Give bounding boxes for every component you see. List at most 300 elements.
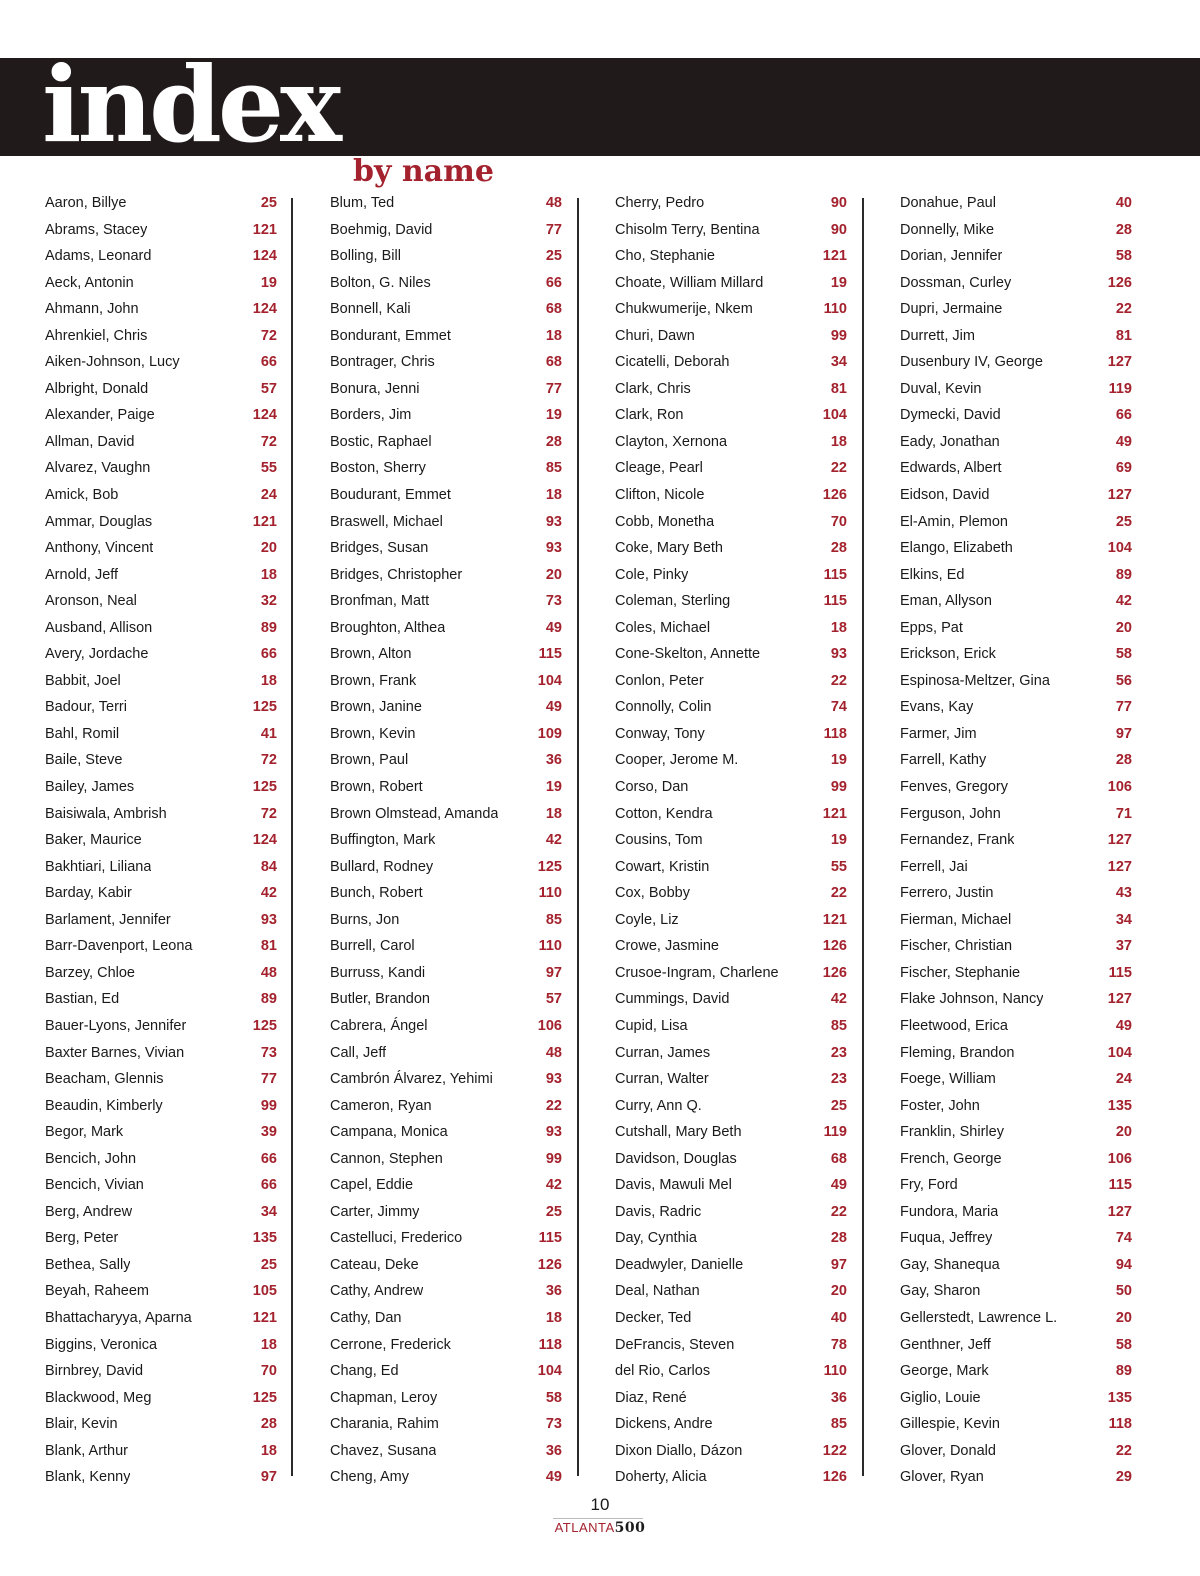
index-entry: [900, 1146, 1132, 1173]
entry-page: 66: [545, 274, 562, 291]
index-entry: [45, 827, 277, 854]
index-entry: [900, 668, 1132, 695]
entry-name: Bhattacharyya, Aparna: [45, 1309, 192, 1326]
entry-name: Capel, Eddie: [330, 1177, 414, 1194]
entry-page: 32: [260, 593, 277, 610]
index-entry: [45, 376, 277, 403]
index-entry: [330, 1411, 562, 1438]
entry-name: Glover, Ryan: [900, 1469, 984, 1486]
entry-name: Bondurant, Emmet: [330, 327, 451, 344]
entry-page: 22: [830, 672, 847, 689]
entry-page: 42: [1115, 593, 1132, 610]
entry-name: Churi, Dawn: [615, 327, 695, 344]
entry-name: Bolton, G. Niles: [330, 274, 431, 291]
index-entry: [615, 1385, 847, 1412]
entry-page: 74: [830, 699, 847, 716]
entry-page: 115: [1108, 964, 1132, 981]
entry-name: Call, Jeff: [330, 1044, 387, 1061]
entry-page: 19: [545, 779, 562, 796]
entry-page: 126: [822, 964, 847, 981]
entry-name: Campana, Monica: [330, 1124, 448, 1141]
index-entry: [615, 190, 847, 217]
index-entry: [330, 1172, 562, 1199]
entry-name: Bencich, Vivian: [45, 1177, 144, 1194]
entry-name: Cotton, Kendra: [615, 805, 713, 822]
entry-page: 110: [823, 1363, 847, 1380]
entry-name: Borders, Jim: [330, 407, 412, 424]
entry-page: 85: [830, 1416, 847, 1433]
index-entry: [330, 217, 562, 244]
entry-name: Fischer, Stephanie: [900, 964, 1021, 981]
entry-name: Bonura, Jenni: [330, 380, 420, 397]
entry-page: 28: [830, 1230, 847, 1247]
index-entry: [45, 668, 277, 695]
index-entry: [900, 774, 1132, 801]
index-entry: [330, 801, 562, 828]
index-entry: [900, 562, 1132, 589]
entry-page: 90: [830, 221, 847, 238]
index-entry: [330, 694, 562, 721]
entry-name: Bencich, John: [45, 1150, 137, 1167]
entry-name: Elkins, Ed: [900, 566, 965, 583]
index-entry: [45, 933, 277, 960]
entry-page: 115: [1108, 1177, 1132, 1194]
entry-page: 127: [1107, 991, 1132, 1008]
index-entry: [900, 1066, 1132, 1093]
entry-page: 18: [545, 487, 562, 504]
index-entry: [330, 349, 562, 376]
index-entry: [615, 854, 847, 881]
entry-page: 106: [537, 1017, 562, 1034]
index-entry: [900, 854, 1132, 881]
entry-name: Deal, Nathan: [615, 1283, 700, 1300]
entry-name: Burns, Jon: [330, 911, 400, 928]
index-entry: [45, 907, 277, 934]
entry-page: 73: [260, 1044, 277, 1061]
index-entry: [330, 774, 562, 801]
entry-page: 97: [260, 1469, 277, 1486]
index-entry: [45, 960, 277, 987]
publication-brand: [0, 1520, 1200, 1536]
entry-page: 55: [830, 858, 847, 875]
entry-page: 34: [830, 354, 847, 371]
entry-name: Aronson, Neal: [45, 593, 137, 610]
index-entry: [330, 1199, 562, 1226]
entry-page: 58: [1115, 248, 1132, 265]
entry-page: 25: [260, 1256, 277, 1273]
index-entry: [330, 747, 562, 774]
entry-name: Genthner, Jeff: [900, 1336, 991, 1353]
entry-page: 25: [260, 195, 277, 211]
index-entry: [45, 1438, 277, 1465]
index-entry: [900, 1278, 1132, 1305]
index-entry: [330, 1332, 562, 1359]
entry-name: Ammar, Douglas: [45, 513, 153, 530]
entry-name: Ahmann, John: [45, 301, 139, 318]
index-entry: [615, 323, 847, 350]
entry-name: Elango, Elizabeth: [900, 540, 1013, 557]
entry-name: Ausband, Allison: [45, 619, 153, 636]
entry-page: 18: [260, 566, 277, 583]
entry-page: 28: [1115, 752, 1132, 769]
entry-page: 119: [1108, 380, 1132, 397]
index-entry: [615, 721, 847, 748]
entry-page: 110: [538, 938, 562, 955]
index-entry: [45, 323, 277, 350]
entry-name: Dossman, Curley: [900, 274, 1012, 291]
entry-name: Davis, Mawuli Mel: [615, 1177, 732, 1194]
entry-name: Connolly, Colin: [615, 699, 712, 716]
entry-name: Cutshall, Mary Beth: [615, 1124, 742, 1141]
entry-page: 23: [830, 1044, 847, 1061]
entry-page: 42: [260, 885, 277, 902]
entry-name: Alexander, Paige: [45, 407, 155, 424]
index-entry: [45, 1305, 277, 1332]
index-entry: [330, 854, 562, 881]
entry-name: Curran, James: [615, 1044, 711, 1061]
entry-page: 73: [545, 1416, 562, 1433]
entry-page: 49: [1115, 433, 1132, 450]
index-entry: [900, 588, 1132, 615]
entry-page: 77: [545, 380, 562, 397]
index-entry: [45, 1332, 277, 1359]
entry-page: 89: [260, 991, 277, 1008]
entry-name: Fundora, Maria: [900, 1203, 999, 1220]
index-entry: [330, 509, 562, 536]
index-entry: [900, 243, 1132, 270]
entry-name: Clark, Chris: [615, 380, 691, 397]
entry-page: 28: [830, 540, 847, 557]
index-entry: [45, 190, 277, 217]
index-entry: [900, 455, 1132, 482]
entry-page: 18: [545, 805, 562, 822]
index-entry: [615, 1225, 847, 1252]
entry-name: Cone-Skelton, Annette: [615, 646, 761, 663]
entry-page: 19: [260, 274, 277, 291]
index-entry: [900, 1040, 1132, 1067]
entry-name: Eidson, David: [900, 487, 990, 504]
entry-page: 121: [252, 513, 277, 530]
index-entry: [615, 1199, 847, 1226]
index-entry: [615, 1332, 847, 1359]
entry-page: 118: [1108, 1416, 1132, 1433]
entry-name: Cowart, Kristin: [615, 858, 710, 875]
entry-page: 125: [537, 858, 562, 875]
index-entry: [615, 588, 847, 615]
entry-page: 20: [1115, 1309, 1132, 1326]
index-entry: [330, 1066, 562, 1093]
index-entry: [45, 747, 277, 774]
index-entry: [615, 694, 847, 721]
index-entry: [615, 1464, 847, 1491]
index-entry: [615, 774, 847, 801]
entry-name: Baile, Steve: [45, 752, 123, 769]
entry-name: Gillespie, Kevin: [900, 1416, 1000, 1433]
entry-name: Cobb, Monetha: [615, 513, 715, 530]
entry-page: 125: [252, 1017, 277, 1034]
entry-page: 39: [260, 1124, 277, 1141]
entry-name: Gay, Sharon: [900, 1283, 981, 1300]
masthead-band: [0, 43, 1200, 189]
entry-name: Durrett, Jim: [900, 327, 975, 344]
index-entry: [330, 1146, 562, 1173]
entry-page: 22: [1115, 301, 1132, 318]
entry-name: Burrell, Carol: [330, 938, 415, 955]
entry-page: 36: [545, 1442, 562, 1459]
index-entry: [45, 1013, 277, 1040]
index-entry: [900, 721, 1132, 748]
entry-name: Conlon, Peter: [615, 672, 704, 689]
index-entry: [900, 402, 1132, 429]
index-entry: [900, 615, 1132, 642]
entry-page: 69: [1115, 460, 1132, 477]
index-entry: [900, 1225, 1132, 1252]
entry-name: Arnold, Jeff: [45, 566, 119, 583]
entry-name: Deadwyler, Danielle: [615, 1256, 744, 1273]
entry-page: 104: [537, 672, 562, 689]
entry-name: Fierman, Michael: [900, 911, 1012, 928]
entry-name: Cambrón Álvarez, Yehimi: [330, 1071, 493, 1088]
entry-name: Epps, Pat: [900, 619, 963, 636]
entry-name: Eady, Jonathan: [900, 433, 1000, 450]
index-entry: [330, 1013, 562, 1040]
entry-page: 18: [545, 327, 562, 344]
entry-name: Blackwood, Meg: [45, 1389, 152, 1406]
index-entry: [615, 1411, 847, 1438]
index-entry: [900, 1332, 1132, 1359]
index-entry: [615, 801, 847, 828]
entry-page: 119: [823, 1124, 847, 1141]
entry-page: 71: [1115, 805, 1132, 822]
entry-name: Cleage, Pearl: [615, 460, 703, 477]
index-entry: [615, 1093, 847, 1120]
index-entry: [45, 1385, 277, 1412]
entry-page: 135: [1107, 1389, 1132, 1406]
entry-name: Bastian, Ed: [45, 991, 120, 1008]
index-entry: [330, 376, 562, 403]
index-column-1: [45, 190, 277, 1491]
entry-page: 58: [1115, 1336, 1132, 1353]
entry-name: Beacham, Glennis: [45, 1071, 164, 1088]
entry-page: 77: [260, 1071, 277, 1088]
entry-name: Espinosa-Meltzer, Gina: [900, 672, 1050, 689]
index-entry: [45, 1146, 277, 1173]
index-entry: [330, 455, 562, 482]
entry-name: Buffington, Mark: [330, 832, 436, 849]
entry-page: 19: [830, 832, 847, 849]
entry-name: Chapman, Leroy: [330, 1389, 438, 1406]
entry-page: 115: [538, 1230, 562, 1247]
index-entry: [900, 296, 1132, 323]
entry-page: 49: [830, 1177, 847, 1194]
entry-name: Boudurant, Emmet: [330, 487, 451, 504]
entry-name: Foster, John: [900, 1097, 980, 1114]
entry-page: 23: [830, 1071, 847, 1088]
entry-name: Babbit, Joel: [45, 672, 121, 689]
entry-page: 124: [252, 832, 277, 849]
column-divider: [291, 198, 293, 1476]
entry-name: Dorian, Jennifer: [900, 248, 1003, 265]
index-entry: [900, 1199, 1132, 1226]
entry-page: 29: [1115, 1469, 1132, 1486]
entry-name: Brown, Frank: [330, 672, 417, 689]
index-entry: [330, 190, 562, 217]
entry-page: 121: [822, 248, 847, 265]
index-entry: [615, 615, 847, 642]
entry-page: 99: [830, 327, 847, 344]
entry-page: 49: [545, 1469, 562, 1486]
entry-name: Eman, Allyson: [900, 593, 992, 610]
entry-page: 50: [1115, 1283, 1132, 1300]
entry-page: 70: [260, 1363, 277, 1380]
entry-page: 85: [545, 460, 562, 477]
index-entry: [615, 217, 847, 244]
index-entry: [615, 1146, 847, 1173]
entry-name: Donahue, Paul: [900, 195, 996, 211]
index-entry: [45, 296, 277, 323]
entry-page: 77: [1115, 699, 1132, 716]
index-column-3: [615, 190, 847, 1491]
entry-name: Coleman, Sterling: [615, 593, 731, 610]
index-entry: [330, 1464, 562, 1491]
entry-page: 72: [260, 433, 277, 450]
entry-page: 115: [823, 566, 847, 583]
entry-name: Baisiwala, Ambrish: [45, 805, 167, 822]
entry-name: Cameron, Ryan: [330, 1097, 432, 1114]
entry-page: 36: [545, 752, 562, 769]
entry-page: 93: [260, 911, 277, 928]
entry-page: 126: [822, 938, 847, 955]
entry-name: Bethea, Sally: [45, 1256, 131, 1273]
entry-name: Chukwumerije, Nkem: [615, 301, 753, 318]
index-entry: [45, 854, 277, 881]
index-entry: [330, 1305, 562, 1332]
entry-name: Barday, Kabir: [45, 885, 132, 902]
entry-page: 25: [545, 1203, 562, 1220]
entry-name: Bostic, Raphael: [330, 433, 432, 450]
entry-page: 20: [1115, 1124, 1132, 1141]
index-entry: [615, 986, 847, 1013]
index-entry: [900, 270, 1132, 297]
entry-name: Coyle, Liz: [615, 911, 679, 928]
entry-name: Bonnell, Kali: [330, 301, 411, 318]
entry-name: Adams, Leonard: [45, 248, 152, 265]
index-entry: [45, 243, 277, 270]
entry-page: 121: [822, 805, 847, 822]
index-entry: [615, 1066, 847, 1093]
entry-page: 72: [260, 327, 277, 344]
entry-name: Ahrenkiel, Chris: [45, 327, 148, 344]
entry-name: Blair, Kevin: [45, 1416, 118, 1433]
entry-name: El-Amin, Plemon: [900, 513, 1008, 530]
entry-page: 110: [538, 885, 562, 902]
index-entry: [330, 933, 562, 960]
index-entry: [615, 1278, 847, 1305]
index-entry: [615, 402, 847, 429]
entry-page: 18: [260, 1336, 277, 1353]
entry-name: Baxter Barnes, Vivian: [45, 1044, 185, 1061]
index-entry: [615, 641, 847, 668]
entry-name: Amick, Bob: [45, 487, 119, 504]
index-entry: [330, 296, 562, 323]
index-entry: [330, 402, 562, 429]
column-divider: [577, 198, 579, 1476]
index-entry: [900, 1172, 1132, 1199]
entry-page: 125: [252, 779, 277, 796]
index-entry: [45, 562, 277, 589]
index-column-4: [900, 190, 1132, 1491]
entry-page: 97: [830, 1256, 847, 1273]
index-entry: [45, 801, 277, 828]
index-entry: [615, 747, 847, 774]
index-entry: [330, 243, 562, 270]
entry-page: 121: [252, 221, 277, 238]
index-entry: [330, 562, 562, 589]
entry-page: 124: [252, 248, 277, 265]
index-entry: [900, 323, 1132, 350]
entry-name: Cathy, Dan: [330, 1309, 402, 1326]
entry-name: French, George: [900, 1150, 1002, 1167]
index-entry: [45, 1119, 277, 1146]
index-entry: [45, 429, 277, 456]
index-entry: [330, 482, 562, 509]
index-entry: [45, 1411, 277, 1438]
entry-name: Abrams, Stacey: [45, 221, 148, 238]
brand-text: ATLANTA: [554, 1520, 615, 1535]
entry-page: 37: [1115, 938, 1132, 955]
index-entry: [45, 509, 277, 536]
index-entry: [330, 880, 562, 907]
entry-name: Cooper, Jerome M.: [615, 752, 739, 769]
index-entry: [900, 960, 1132, 987]
entry-page: 121: [252, 1309, 277, 1326]
entry-page: 115: [538, 646, 562, 663]
index-entry: [900, 827, 1132, 854]
index-entry: [900, 1305, 1132, 1332]
entry-page: 58: [1115, 646, 1132, 663]
entry-page: 18: [830, 619, 847, 636]
index-entry: [45, 721, 277, 748]
index-entry: [330, 668, 562, 695]
index-entry: [900, 1385, 1132, 1412]
entry-name: Brown, Paul: [330, 752, 409, 769]
entry-page: 25: [1115, 513, 1132, 530]
index-entry: [330, 1093, 562, 1120]
index-entry: [615, 376, 847, 403]
entry-page: 93: [545, 513, 562, 530]
entry-name: Dixon Diallo, Dázon: [615, 1442, 743, 1459]
entry-page: 118: [823, 725, 847, 742]
entry-name: Chang, Ed: [330, 1363, 399, 1380]
index-entry: [45, 535, 277, 562]
entry-page: 68: [830, 1150, 847, 1167]
entry-page: 41: [260, 725, 277, 742]
entry-name: Gellerstedt, Lawrence L.: [900, 1309, 1058, 1326]
entry-name: Boehmig, David: [330, 221, 433, 238]
entry-name: Alvarez, Vaughn: [45, 460, 151, 477]
index-entry: [900, 190, 1132, 217]
index-entry: [45, 1358, 277, 1385]
index-entry: [615, 1119, 847, 1146]
brand-number: 500: [614, 1520, 646, 1536]
index-entry: [615, 668, 847, 695]
entry-name: Avery, Jordache: [45, 646, 149, 663]
index-entry: [900, 429, 1132, 456]
entry-name: Duval, Kevin: [900, 380, 982, 397]
entry-page: 20: [260, 540, 277, 557]
entry-page: 34: [260, 1203, 277, 1220]
entry-name: Cupid, Lisa: [615, 1017, 688, 1034]
